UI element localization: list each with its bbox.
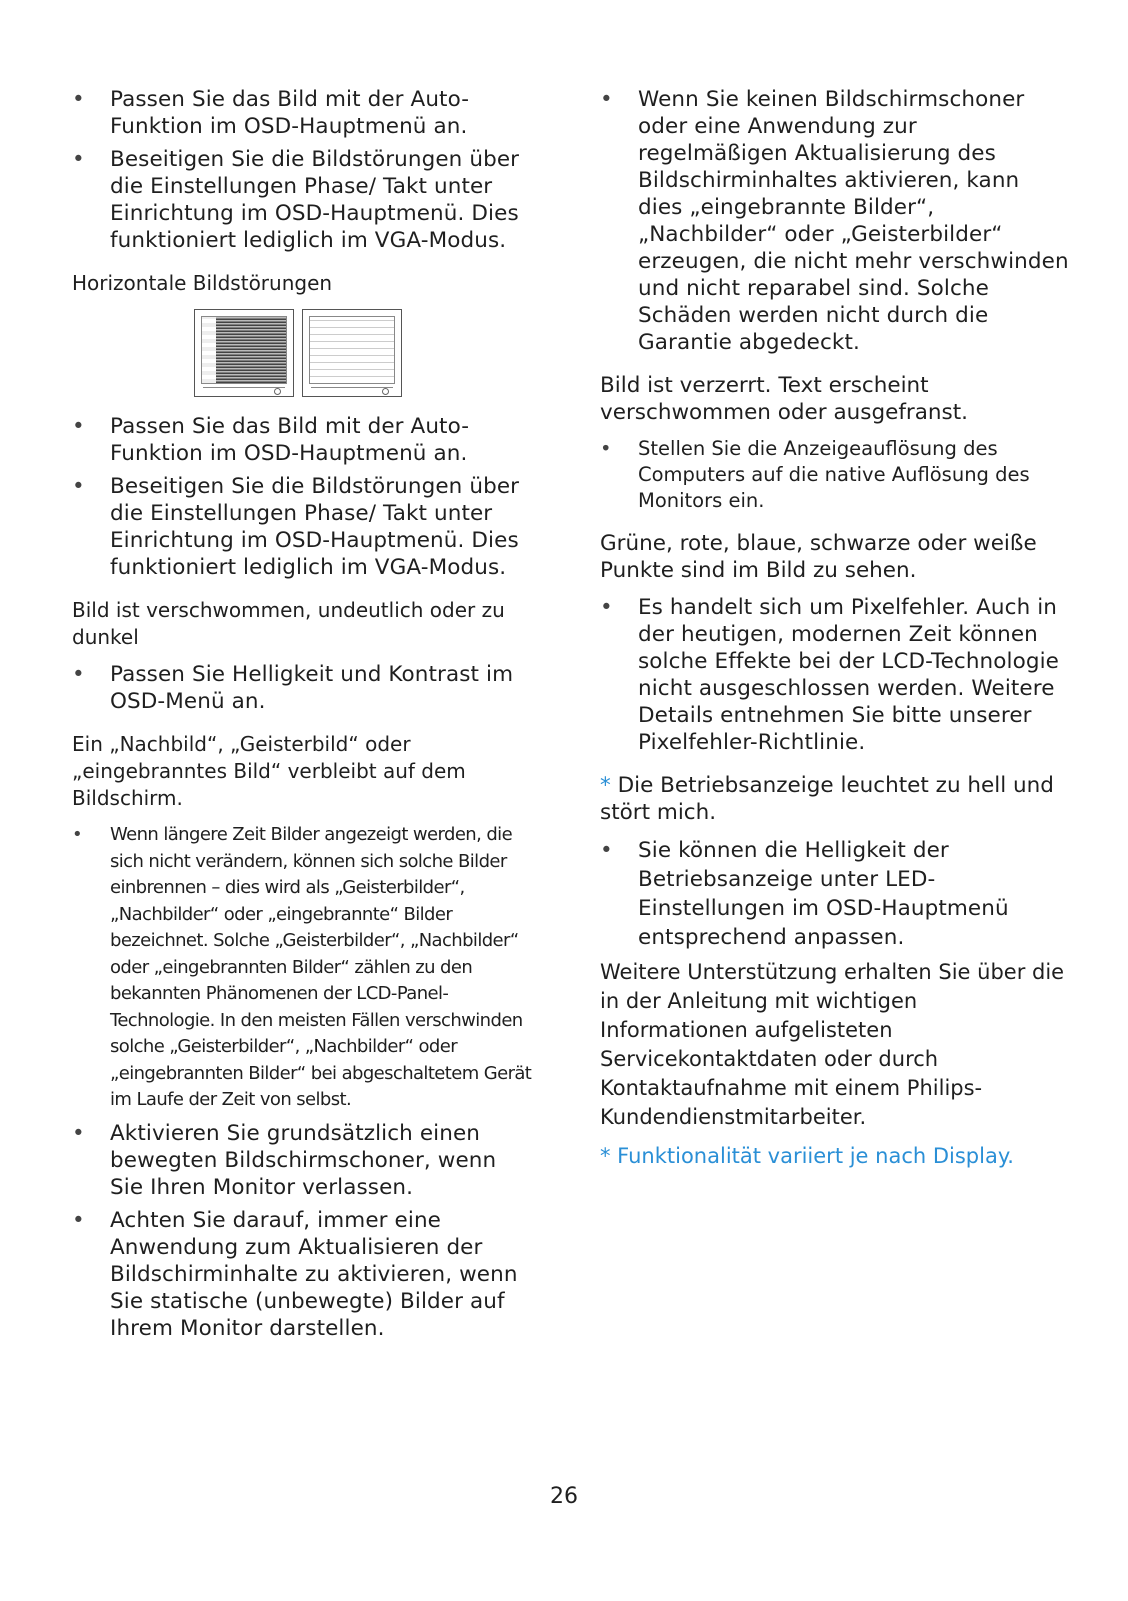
- list-item: • Aktivieren Sie grundsätzlich einen bewegten Bildschirmschoner, wenn Sie Ihren Monitor verlassen.: [72, 1120, 534, 1201]
- heading-afterimage: Ein „Nachbild“, „Geisterbild“ oder „eingebranntes Bild“ verbleibt auf dem Bildschirm.: [72, 732, 466, 810]
- heading-distorted: Bild ist verzerrt. Text erscheint verschwommen oder ausgefranst.: [600, 373, 969, 425]
- bullet-list-blurry: [72, 661, 534, 715]
- list-item: • Beseitigen Sie die Bildstörungen über die Einstellungen Phase/ Takt unter Einrichtung im OSD-Hauptmenü. Dies funktioniert lediglich im VGA-Modus.: [72, 473, 534, 581]
- right-column: [600, 86, 1070, 1181]
- bullet-list-vertical-noise: [72, 86, 534, 254]
- list-item: • Passen Sie das Bild mit der Auto-Funktion im OSD-Hauptmenü an.: [72, 86, 534, 140]
- bullet-list-distorted: [600, 436, 1070, 514]
- bullet-list-screensaver-warning: [600, 86, 1070, 356]
- list-item: • Es handelt sich um Pixelfehler. Auch in der heutigen, modernen Zeit können solche Effekte bei der LCD-Technologie nicht ausgeschlossen werden. Weitere Details entnehmen Sie bitte unserer Pixelfehler-Richtlinie.: [600, 594, 1070, 756]
- bullet-list-led: [600, 836, 1070, 952]
- page-number: 26: [550, 1484, 578, 1509]
- list-item: • Sie können die Helligkeit der Betriebsanzeige unter LED-Einstellungen im OSD-Hauptmenü entsprechend anpassen.: [600, 836, 1070, 952]
- list-item: • Stellen Sie die Anzeigeauflösung des Computers auf die native Auflösung des Monitors ein.: [600, 436, 1070, 514]
- list-item: • Wenn Sie keinen Bildschirmschoner oder eine Anwendung zur regelmäßigen Aktualisierung des Bildschirminhaltes aktivieren, kann dies „eingebrannte Bilder“, „Nachbilder“ oder „Geisterbilder“ erzeugen, die nicht mehr verschwinden und nicht reparabel sind. Solche Schäden werden nicht durch die Garantie abgedeckt.: [600, 86, 1070, 356]
- bullet-list-horizontal-noise: [72, 413, 534, 581]
- list-item: • Wenn längere Zeit Bilder angezeigt werden, die sich nicht verändern, können sich solche Bilder einbrennen – dies wird als „Geisterbilder“, „Nachbilder“ oder „eingebrannte“ Bilder bezeichnet. Solche „Geisterbilder“, „Nachbilder“ oder „eingebrannten Bilder“ zählen zu den bekannten Phänomenen der LCD-Panel-Technologie. In den meisten Fällen verschwinden solche „Geisterbilder“, „Nachbilder“ oder „eingebrannten Bilder“ bei abgeschaltetem Gerät im Laufe der Zeit von selbst.: [72, 822, 534, 1114]
- heading-dots: Grüne, rote, blaue, schwarze oder weiße Punkte sind im Bild zu sehen.: [600, 531, 1037, 583]
- list-item: • Achten Sie darauf, immer eine Anwendung zum Aktualisieren der Bildschirminhalte zu aktivieren, wenn Sie statische (unbewegte) Bilder auf Ihrem Monitor darstellen.: [72, 1207, 534, 1342]
- heading-led-text: Die Betriebsanzeige leuchtet zu hell und stört mich.: [600, 773, 1054, 825]
- heading-blurry: Bild ist verschwommen, undeutlich oder zu dunkel: [72, 598, 505, 649]
- noise-illustration: [194, 309, 534, 397]
- heading-led: [600, 772, 1070, 826]
- list-item: • Passen Sie Helligkeit und Kontrast im OSD-Menü an.: [72, 661, 534, 715]
- monitor-noisy-image: [194, 309, 294, 397]
- bullet-list-afterimage-tips: [72, 1120, 534, 1342]
- list-item: • Beseitigen Sie die Bildstörungen über die Einstellungen Phase/ Takt unter Einrichtung im OSD-Hauptmenü. Dies funktioniert lediglich im VGA-Modus.: [72, 146, 534, 254]
- asterisk-mark: *: [600, 773, 611, 798]
- support-paragraph: Weitere Unterstützung erhalten Sie über die in der Anleitung mit wichtigen Informationen aufgelisteten Servicekontaktdaten oder durch Kontaktaufnahme mit einem Philips-Kundendienstmitarbeiter.: [600, 960, 1065, 1129]
- bullet-list-dots: [600, 594, 1070, 756]
- left-column: [72, 86, 534, 1358]
- bullet-list-afterimage-info: [72, 822, 534, 1114]
- list-item: • Passen Sie das Bild mit der Auto-Funktion im OSD-Hauptmenü an.: [72, 413, 534, 467]
- monitor-clean-image: [302, 309, 402, 397]
- heading-horizontal-noise: Horizontale Bildstörungen: [72, 271, 333, 295]
- footnote: * Funktionalität variiert je nach Display.: [600, 1144, 1014, 1168]
